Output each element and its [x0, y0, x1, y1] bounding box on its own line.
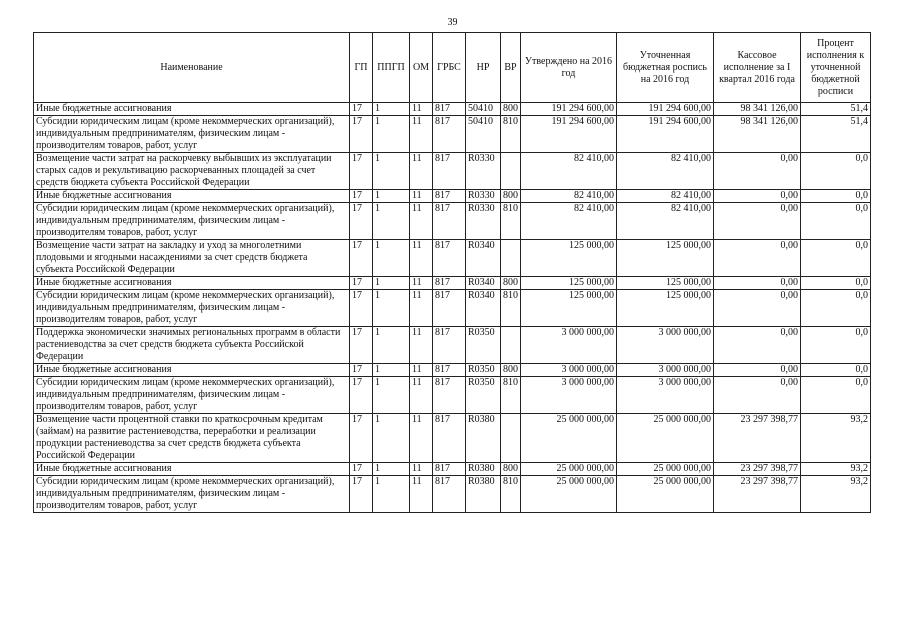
cell-percent: 0,0: [801, 377, 871, 414]
cell-name: Иные бюджетные ассигнования: [34, 364, 350, 377]
cell-percent: 0,0: [801, 203, 871, 240]
header-ppgp: ППГП: [373, 33, 410, 103]
cell-np: R0330: [466, 203, 501, 240]
cell-np: R0380: [466, 414, 501, 463]
cell-np: R0340: [466, 290, 501, 327]
cell-vr: 810: [501, 290, 521, 327]
cell-ppgp: 1: [373, 153, 410, 190]
cell-percent: 0,0: [801, 327, 871, 364]
table-row: [34, 364, 871, 377]
cell-gp: 17: [350, 476, 373, 513]
cell-np: R0330: [466, 190, 501, 203]
cell-ppgp: 1: [373, 327, 410, 364]
cell-refined: 191 294 600,00: [617, 116, 714, 153]
table-row: [34, 116, 871, 153]
header-cash: Кассовое исполнение за I квартал 2016 года: [714, 33, 801, 103]
cell-cash: 0,00: [714, 153, 801, 190]
cell-np: R0330: [466, 153, 501, 190]
cell-cash: 23 297 398,77: [714, 476, 801, 513]
cell-grbs: 817: [433, 277, 466, 290]
cell-vr: 800: [501, 277, 521, 290]
cell-grbs: 817: [433, 414, 466, 463]
cell-gp: 17: [350, 327, 373, 364]
cell-ppgp: 1: [373, 414, 410, 463]
cell-cash: 23 297 398,77: [714, 414, 801, 463]
cell-approved: 125 000,00: [521, 277, 617, 290]
cell-name: Субсидии юридическим лицам (кроме некоммерческих организаций), индивидуальным предпринимателям, физическим лицам - производителям товаров, работ, услуг: [34, 476, 350, 513]
cell-gp: 17: [350, 203, 373, 240]
cell-cash: 0,00: [714, 364, 801, 377]
cell-vr: 800: [501, 463, 521, 476]
cell-ppgp: 1: [373, 377, 410, 414]
cell-approved: 82 410,00: [521, 203, 617, 240]
cell-approved: 3 000 000,00: [521, 327, 617, 364]
cell-percent: 0,0: [801, 277, 871, 290]
cell-refined: 125 000,00: [617, 240, 714, 277]
cell-cash: 0,00: [714, 290, 801, 327]
cell-name: Иные бюджетные ассигнования: [34, 277, 350, 290]
cell-vr: 810: [501, 377, 521, 414]
cell-np: R0350: [466, 364, 501, 377]
cell-cash: 0,00: [714, 240, 801, 277]
cell-np: 50410: [466, 116, 501, 153]
cell-vr: 800: [501, 364, 521, 377]
cell-approved: 82 410,00: [521, 153, 617, 190]
header-np: НР: [466, 33, 501, 103]
cell-vr: 810: [501, 203, 521, 240]
cell-approved: 25 000 000,00: [521, 476, 617, 513]
cell-grbs: 817: [433, 377, 466, 414]
cell-percent: 0,0: [801, 290, 871, 327]
cell-ppgp: 1: [373, 290, 410, 327]
table-row: [34, 203, 871, 240]
budget-table: [33, 32, 871, 513]
cell-gp: 17: [350, 190, 373, 203]
cell-cash: 0,00: [714, 190, 801, 203]
cell-ppgp: 1: [373, 240, 410, 277]
cell-om: 11: [410, 414, 433, 463]
cell-vr: [501, 240, 521, 277]
cell-om: 11: [410, 203, 433, 240]
cell-grbs: 817: [433, 203, 466, 240]
cell-np: R0340: [466, 277, 501, 290]
table-row: [34, 463, 871, 476]
cell-ppgp: 1: [373, 364, 410, 377]
cell-om: 11: [410, 463, 433, 476]
cell-refined: 25 000 000,00: [617, 463, 714, 476]
cell-vr: [501, 153, 521, 190]
cell-np: R0350: [466, 377, 501, 414]
cell-ppgp: 1: [373, 190, 410, 203]
cell-approved: 3 000 000,00: [521, 364, 617, 377]
cell-cash: 98 341 126,00: [714, 116, 801, 153]
table-row: [34, 153, 871, 190]
cell-name: Возмещение части затрат на раскорчевку выбывших из эксплуатации старых садов и рекультивацию раскорчеванных площадей за счет средств бюджета субъекта Российской Федерации: [34, 153, 350, 190]
cell-gp: 17: [350, 116, 373, 153]
cell-percent: 93,2: [801, 414, 871, 463]
cell-grbs: 817: [433, 153, 466, 190]
cell-ppgp: 1: [373, 463, 410, 476]
cell-name: Субсидии юридическим лицам (кроме некоммерческих организаций), индивидуальным предпринимателям, физическим лицам - производителям товаров, работ, услуг: [34, 290, 350, 327]
header-name: Наименование: [34, 33, 350, 103]
table-row: [34, 476, 871, 513]
cell-gp: 17: [350, 240, 373, 277]
cell-ppgp: 1: [373, 103, 410, 116]
cell-gp: 17: [350, 290, 373, 327]
cell-approved: 82 410,00: [521, 190, 617, 203]
cell-om: 11: [410, 327, 433, 364]
cell-om: 11: [410, 190, 433, 203]
cell-cash: 23 297 398,77: [714, 463, 801, 476]
cell-grbs: 817: [433, 476, 466, 513]
cell-percent: 0,0: [801, 153, 871, 190]
cell-percent: 51,4: [801, 103, 871, 116]
cell-np: R0340: [466, 240, 501, 277]
cell-percent: 93,2: [801, 476, 871, 513]
cell-approved: 191 294 600,00: [521, 116, 617, 153]
cell-gp: 17: [350, 103, 373, 116]
cell-vr: 810: [501, 116, 521, 153]
cell-grbs: 817: [433, 364, 466, 377]
cell-gp: 17: [350, 364, 373, 377]
cell-refined: 3 000 000,00: [617, 377, 714, 414]
cell-name: Субсидии юридическим лицам (кроме некоммерческих организаций), индивидуальным предпринимателям, физическим лицам - производителям товаров, работ, услуг: [34, 377, 350, 414]
cell-ppgp: 1: [373, 277, 410, 290]
cell-ppgp: 1: [373, 476, 410, 513]
cell-percent: 0,0: [801, 190, 871, 203]
cell-approved: 25 000 000,00: [521, 463, 617, 476]
cell-approved: 125 000,00: [521, 240, 617, 277]
page-number: 39: [447, 17, 458, 28]
cell-om: 11: [410, 290, 433, 327]
cell-grbs: 817: [433, 290, 466, 327]
header-grbs: ГРБС: [433, 33, 466, 103]
cell-refined: 3 000 000,00: [617, 364, 714, 377]
table-row: [34, 327, 871, 364]
cell-vr: 800: [501, 103, 521, 116]
cell-cash: 98 341 126,00: [714, 103, 801, 116]
cell-refined: 125 000,00: [617, 290, 714, 327]
cell-om: 11: [410, 103, 433, 116]
header-refined: Уточненная бюджетная роспись на 2016 год: [617, 33, 714, 103]
cell-approved: 125 000,00: [521, 290, 617, 327]
cell-grbs: 817: [433, 103, 466, 116]
cell-om: 11: [410, 364, 433, 377]
cell-percent: 93,2: [801, 463, 871, 476]
cell-cash: 0,00: [714, 203, 801, 240]
cell-name: Субсидии юридическим лицам (кроме некоммерческих организаций), индивидуальным предпринимателям, физическим лицам - производителям товаров, работ, услуг: [34, 203, 350, 240]
cell-grbs: 817: [433, 116, 466, 153]
table-row: [34, 103, 871, 116]
cell-refined: 191 294 600,00: [617, 103, 714, 116]
cell-vr: [501, 327, 521, 364]
cell-om: 11: [410, 240, 433, 277]
header-approved: Утверждено на 2016 год: [521, 33, 617, 103]
cell-om: 11: [410, 277, 433, 290]
cell-percent: 0,0: [801, 240, 871, 277]
cell-om: 11: [410, 476, 433, 513]
cell-grbs: 817: [433, 327, 466, 364]
cell-refined: 82 410,00: [617, 203, 714, 240]
cell-refined: 25 000 000,00: [617, 476, 714, 513]
header-gp: ГП: [350, 33, 373, 103]
table-row: [34, 290, 871, 327]
header-vr: ВР: [501, 33, 521, 103]
cell-percent: 0,0: [801, 364, 871, 377]
cell-refined: 125 000,00: [617, 277, 714, 290]
cell-gp: 17: [350, 463, 373, 476]
cell-np: R0380: [466, 463, 501, 476]
cell-np: R0380: [466, 476, 501, 513]
cell-gp: 17: [350, 414, 373, 463]
cell-name: Иные бюджетные ассигнования: [34, 463, 350, 476]
cell-gp: 17: [350, 277, 373, 290]
cell-ppgp: 1: [373, 203, 410, 240]
cell-approved: 25 000 000,00: [521, 414, 617, 463]
cell-name: Поддержка экономически значимых региональных программ в области растениеводства за счет средств бюджета субъекта Российской Федерации: [34, 327, 350, 364]
cell-name: Субсидии юридическим лицам (кроме некоммерческих организаций), индивидуальным предпринимателям, физическим лицам - производителям товаров, работ, услуг: [34, 116, 350, 153]
table-row: [34, 277, 871, 290]
cell-cash: 0,00: [714, 277, 801, 290]
cell-name: Возмещение части затрат на закладку и уход за многолетними плодовыми и ягодными насаждениями за счет средств бюджета субъекта Российской Федерации: [34, 240, 350, 277]
cell-np: R0350: [466, 327, 501, 364]
cell-ppgp: 1: [373, 116, 410, 153]
cell-approved: 3 000 000,00: [521, 377, 617, 414]
cell-om: 11: [410, 116, 433, 153]
cell-name: Возмещение части процентной ставки по краткосрочным кредитам (займам) на развитие растениеводства, переработки и реализации продукции растениеводства за счет средств бюджета субъекта Российской Федерации: [34, 414, 350, 463]
cell-np: 50410: [466, 103, 501, 116]
cell-om: 11: [410, 377, 433, 414]
cell-refined: 82 410,00: [617, 153, 714, 190]
cell-name: Иные бюджетные ассигнования: [34, 103, 350, 116]
cell-refined: 25 000 000,00: [617, 414, 714, 463]
cell-grbs: 817: [433, 240, 466, 277]
cell-grbs: 817: [433, 190, 466, 203]
cell-gp: 17: [350, 153, 373, 190]
table-row: [34, 377, 871, 414]
header-om: ОМ: [410, 33, 433, 103]
table-row: [34, 240, 871, 277]
cell-vr: [501, 414, 521, 463]
cell-vr: 800: [501, 190, 521, 203]
cell-grbs: 817: [433, 463, 466, 476]
cell-cash: 0,00: [714, 377, 801, 414]
cell-gp: 17: [350, 377, 373, 414]
cell-refined: 82 410,00: [617, 190, 714, 203]
cell-refined: 3 000 000,00: [617, 327, 714, 364]
cell-percent: 51,4: [801, 116, 871, 153]
header-row: [34, 33, 871, 103]
table-row: [34, 190, 871, 203]
header-percent: Процент исполнения к уточненной бюджетной росписи: [801, 33, 871, 103]
table-body: [34, 103, 871, 513]
cell-om: 11: [410, 153, 433, 190]
cell-cash: 0,00: [714, 327, 801, 364]
cell-name: Иные бюджетные ассигнования: [34, 190, 350, 203]
table-row: [34, 414, 871, 463]
cell-approved: 191 294 600,00: [521, 103, 617, 116]
cell-vr: 810: [501, 476, 521, 513]
